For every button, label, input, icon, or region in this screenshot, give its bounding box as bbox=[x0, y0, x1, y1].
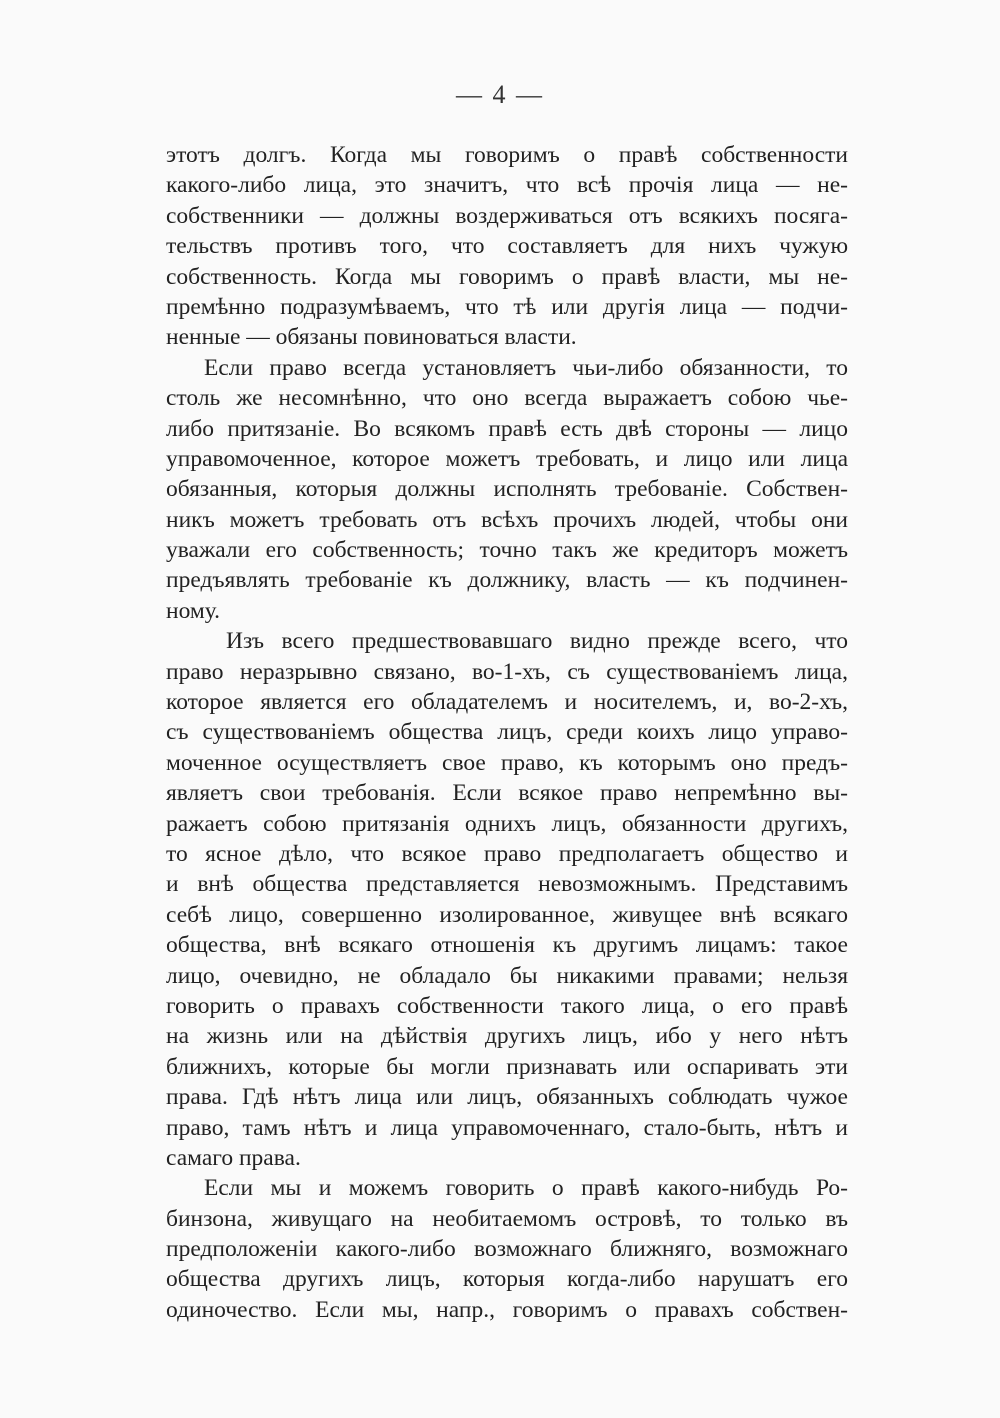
text-line: самаго права. bbox=[166, 1144, 301, 1171]
text-line: моченное осуществляетъ свое право, къ которымъ оно предъ- bbox=[166, 749, 848, 776]
text-line: общества другихъ лицъ, которыя когда-либо нарушатъ его bbox=[166, 1266, 848, 1293]
text-line: говорить о правахъ собственности такого лица, о его правѣ bbox=[166, 992, 848, 1019]
text-line: право неразрывно связано, во-1-хъ, съ существованіемъ лица, bbox=[166, 658, 848, 685]
text-line: съ существованіемъ общества лицъ, среди коихъ лицо управо- bbox=[166, 719, 848, 746]
text-line: общества, внѣ всякаго отношенія къ другимъ лицамъ: такое bbox=[166, 932, 848, 959]
text-line: ному. bbox=[166, 597, 221, 624]
text-line: Если мы и можемъ говорить о правѣ какого-нибудь Ро- bbox=[204, 1175, 848, 1202]
body-text bbox=[166, 140, 848, 1325]
text-line: предположеніи какого-либо возможнаго ближняго, возможнаго bbox=[166, 1236, 848, 1263]
paragraph bbox=[166, 140, 848, 353]
text-line: либо притязаніе. Во всякомъ правѣ есть двѣ стороны — лицо bbox=[166, 415, 848, 442]
text-line: обязанныя, которыя должны исполнять требованіе. Собствен- bbox=[166, 476, 848, 503]
text-line: управомоченное, которое можетъ требовать, и лицо или лица bbox=[166, 445, 848, 472]
text-line: которое является его обладателемъ и носителемъ, и, во-2-хъ, bbox=[166, 689, 848, 716]
text-line: какого-либо лица, это значитъ, что всѣ прочія лица — не- bbox=[166, 172, 848, 199]
text-line: собственность. Когда мы говоримъ о правѣ власти, мы не- bbox=[166, 263, 848, 290]
text-line: тельствъ противъ того, что составляетъ для нихъ чужую bbox=[166, 233, 848, 260]
text-line: то ясное дѣло, что всякое право предполагаетъ общество и bbox=[166, 840, 848, 867]
text-line: предъявлять требованіе къ должнику, власть — къ подчинен- bbox=[166, 567, 848, 594]
paragraph bbox=[166, 626, 848, 1173]
text-line: столь же несомнѣнно, что оно всегда выражаетъ собою чье- bbox=[166, 385, 848, 412]
text-line: премѣнно подразумѣваемъ, что тѣ или другія лица — подчи- bbox=[166, 293, 848, 320]
text-line: себѣ лицо, совершенно изолированное, живущее внѣ всякаго bbox=[166, 901, 848, 928]
text-line: ближнихъ, которые бы могли признавать или оспаривать эти bbox=[166, 1053, 848, 1080]
text-line: ражаетъ собою притязанія однихъ лицъ, обязанности другихъ, bbox=[166, 810, 848, 837]
text-line: собственники — должны воздерживаться отъ всякихъ посяга- bbox=[166, 202, 848, 229]
text-line: права. Гдѣ нѣтъ лица или лицъ, обязанныхъ соблюдать чужое bbox=[166, 1084, 848, 1111]
text-line: на жизнь или на дѣйствія другихъ лицъ, ибо у него нѣтъ bbox=[166, 1023, 848, 1050]
page-number: — 4 — bbox=[456, 80, 544, 109]
text-line: бинзона, живущаго на необитаемомъ островѣ, то только въ bbox=[166, 1205, 848, 1232]
paragraph bbox=[166, 1173, 848, 1325]
text-line: никъ можетъ требовать отъ всѣхъ прочихъ людей, чтобы они bbox=[166, 506, 848, 533]
text-line: одиночество. Если мы, напр., говоримъ о правахъ собствен- bbox=[166, 1296, 848, 1323]
text-line: и внѣ общества представляется невозможнымъ. Представимъ bbox=[166, 871, 848, 898]
paragraph bbox=[166, 353, 848, 627]
text-line: Если право всегда установляетъ чьи-либо обязанности, то bbox=[204, 354, 848, 381]
text-line: являетъ свои требованія. Если всякое право непремѣнно вы- bbox=[166, 780, 848, 807]
text-line: право, тамъ нѣтъ и лица управомоченнаго, стало-быть, нѣтъ и bbox=[166, 1114, 848, 1141]
text-line: уважали его собственность; точно такъ же кредиторъ можетъ bbox=[166, 537, 848, 564]
text-line: Изъ всего предшествовавшаго видно прежде всего, что bbox=[226, 628, 848, 655]
text-line: этотъ долгъ. Когда мы говоримъ о правѣ собственности bbox=[166, 142, 848, 168]
text-line: лицо, очевидно, не обладало бы никакими правами; нельзя bbox=[166, 962, 848, 989]
text-line: ненные — обязаны повиноваться власти. bbox=[166, 324, 577, 351]
